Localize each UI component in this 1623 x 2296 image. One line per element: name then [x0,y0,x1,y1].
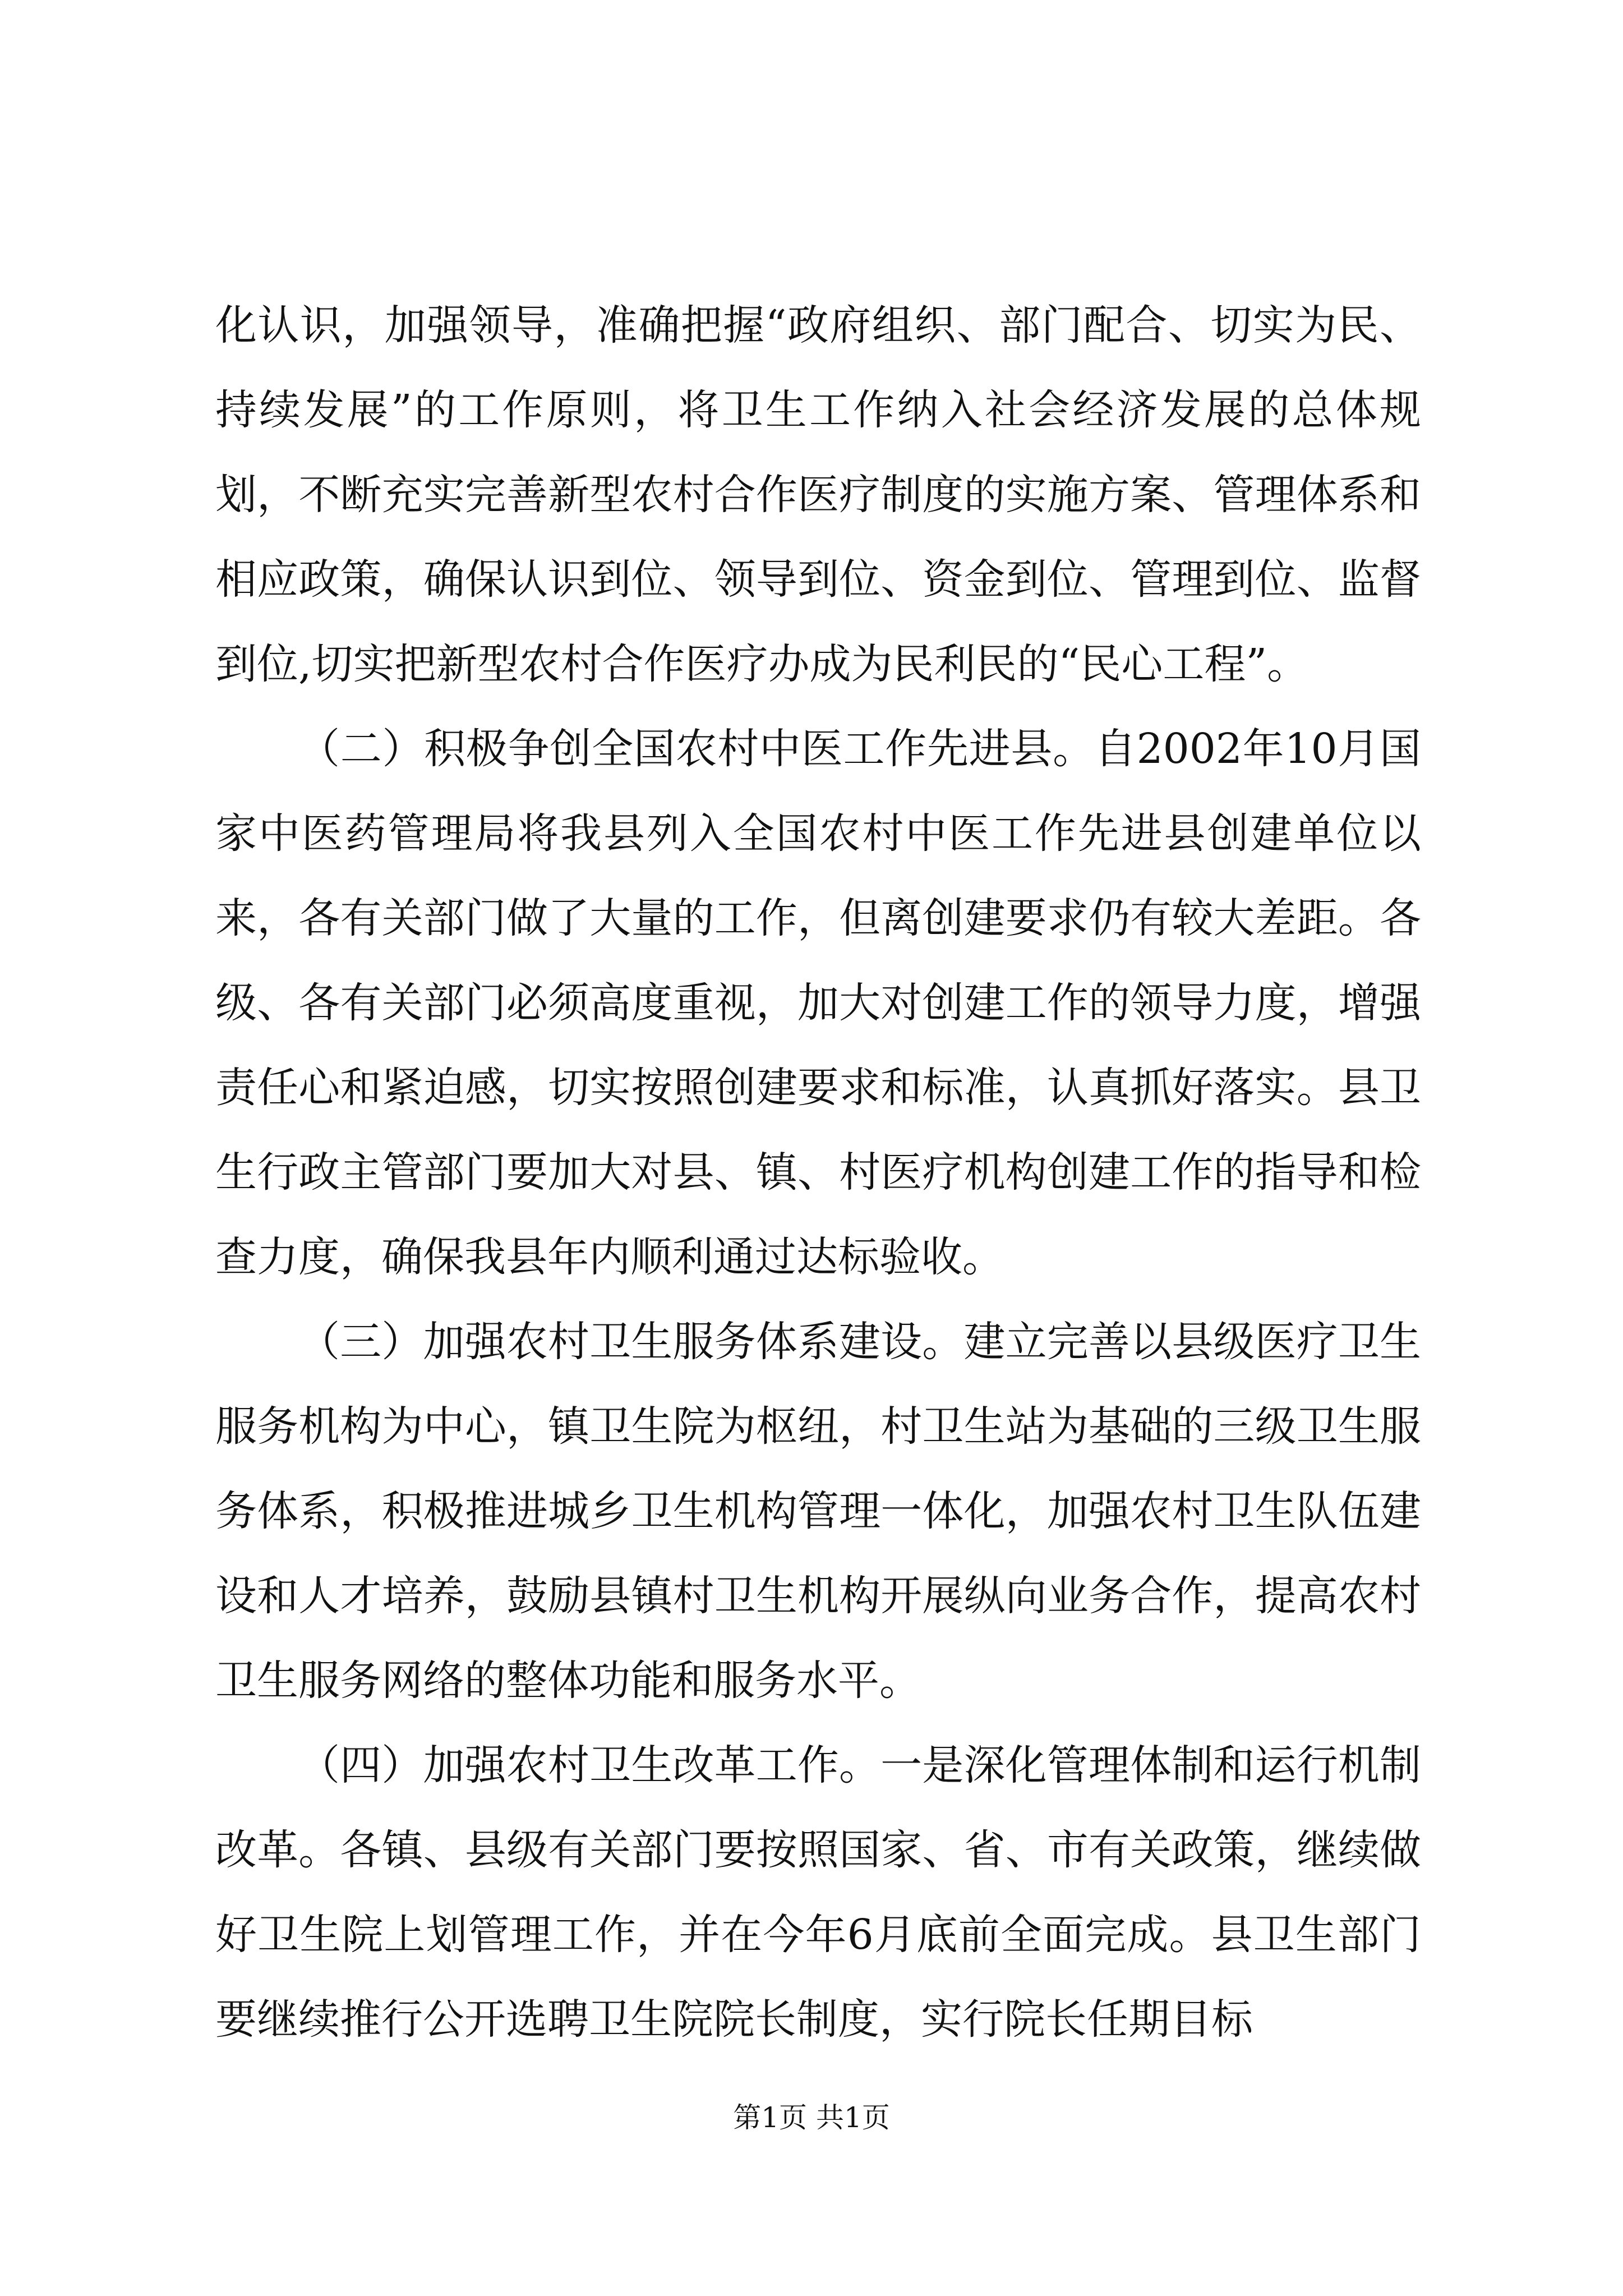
page-footer: 第1页 共1页 [733,2101,890,2134]
document-body [215,283,1421,2062]
paragraph-section-2: （二）积极争创全国农村中医工作先进县。自2002年10月国家中医药管理局将我县列入全国农村中医工作先进县创建单位以来，各有关部门做了大量的工作，但离创建要求仍有较大差距。各级、各有关部门必须高度重视，加大对创建工作的领导力度，增强责任心和紧迫感，切实按照创建要求和标准，认真抓好落实。县卫生行政主管部门要加大对县、镇、村医疗机构创建工作的指导和检查力度，确保我县年内顺利通过达标验收。 [215,725,1421,1281]
paragraph-section-3: （三）加强农村卫生服务体系建设。建立完善以县级医疗卫生服务机构为中心，镇卫生院为枢纽，村卫生站为基础的三级卫生服务体系，积极推进城乡卫生机构管理一体化，加强农村卫生队伍建设和人才培养，鼓励县镇村卫生机构开展纵向业务合作，提高农村卫生服务网络的整体功能和服务水平。 [215,1318,1421,1705]
paragraph-continuation: 化认识，加强领导，准确把握“政府组织、部门配合、切实为民、持续发展”的工作原则，将卫生工作纳入社会经济发展的总体规划，不断充实完善新型农村合作医疗制度的实施方案、管理体系和相应政策，确保认识到位、领导到位、资金到位、管理到位、监督到位,切实把新型农村合作医疗办成为民利民的“民心工程”。 [215,301,1421,688]
paragraph-section-4: （四）加强农村卫生改革工作。一是深化管理体制和运行机制改革。各镇、县级有关部门要按照国家、省、市有关政策，继续做好卫生院上划管理工作，并在今年6月底前全面完成。县卫生部门要继续推行公开选聘卫生院院长制度，实行院长任期目标 [215,1741,1421,2044]
